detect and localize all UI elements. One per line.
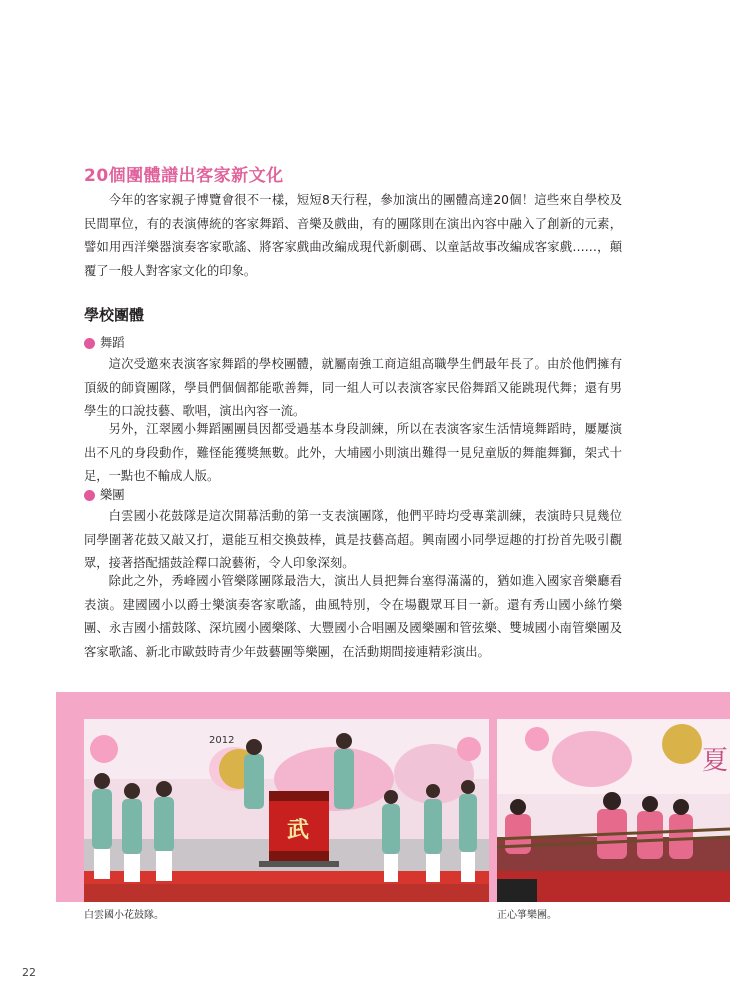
left-photo-caption: 白雲國小花鼓隊。 (84, 910, 164, 921)
music-paragraph-1: 白雲國小花鼓隊是這次開幕活動的第一支表演團隊，他們平時均受專業訓練，表演時只見幾位同學圍著花鼓又敲又打，還能互相交換鼓棒，眞是技藝高超。興南國小同學逗趣的打扮首先吸引觀眾，接著搭配擂鼓詮釋口說藝術，令人印象深刻。 (84, 509, 622, 571)
section-title: 學校團體 (84, 306, 145, 324)
drum-team-photo (84, 719, 489, 902)
dance-paragraph-1: 這次受邀來表演客家舞蹈的學校團體，就屬南強工商這組高職學生們最年長了。由於他們擁有頂級的師資團隊，學員們個個都能歌善舞，同一組人可以表演客家民俗舞蹈又能跳現代舞；還有男學生的口說技藝、歌唱，演出內容一流。 (84, 357, 622, 419)
page-headline: 20個團體譜出客家新文化 (84, 166, 284, 186)
dance-paragraph-2: 另外，江翠國小舞蹈團團員因都受過基本身段訓練，所以在表演客家生活情境舞蹈時，屢屢演出不凡的身段動作，難怪能獲獎無數。此外，大埔國小則演出難得一見兒童版的舞龍舞獅，架式十足，一點也不輸成人版。 (84, 422, 622, 484)
drum-character: 武 (287, 818, 310, 843)
pink-bullet-icon (84, 490, 95, 501)
music-label: 樂團 (100, 488, 125, 502)
side-character: 夏 (702, 746, 729, 776)
pink-bullet-icon (84, 338, 95, 349)
dance-subheading (84, 333, 125, 353)
music-subheading (84, 485, 125, 505)
banner-year: 2012 (209, 735, 235, 746)
dance-label: 舞蹈 (100, 336, 125, 350)
music-paragraph-2: 除此之外，秀峰國小管樂隊團隊最浩大，演出人員把舞台塞得滿滿的，猶如進入國家音樂廳看表演。建國國小以爵士樂演奏客家歌謠，曲風特別，令在場觀眾耳目一新。還有秀山國小絲竹樂團、永吉國小擂鼓隊、深坑國小國樂隊、大豐國小合唱團及國樂團和管弦樂、雙城國小南管樂團及客家歌謠、新北市歐鼓時青少年鼓藝團等樂團，在活動期間接連精彩演出。 (84, 574, 622, 659)
right-photo-caption: 正心箏樂團。 (497, 910, 557, 921)
page-number: 22 (22, 966, 36, 979)
intro-paragraph: 今年的客家親子博覽會很不一樣，短短8天行程，參加演出的團體高達20個！這些來自學校及民間單位，有的表演傳統的客家舞蹈、音樂及戲曲，有的團隊則在演出內容中融入了創新的元素，譬如用西洋樂器演奏客家歌謠、將客家戲曲改編成現代新劇碼、以童話故事改編成客家戲……，顛覆了一般人對客家文化的印象。 (84, 193, 622, 278)
zither-ensemble-photo (497, 719, 730, 902)
